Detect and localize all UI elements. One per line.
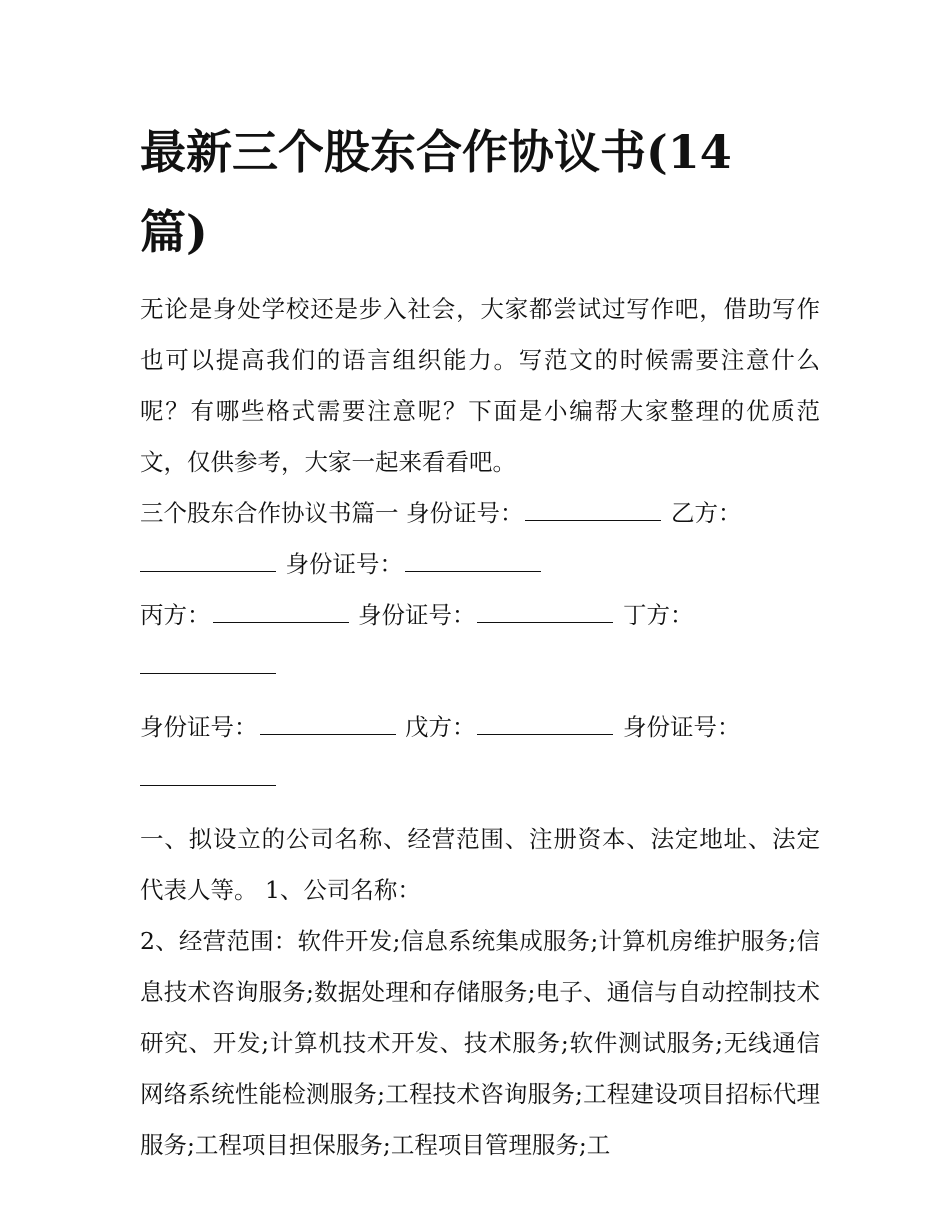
section-1-paragraph: 一、拟设立的公司名称、经营范围、注册资本、法定地址、法定代表人等。 1、公司名称：	[140, 825, 820, 904]
document-page	[140, 112, 820, 1171]
party-row-4	[140, 641, 820, 692]
parties-block	[140, 488, 820, 814]
party-bing-label: 丙方：	[140, 601, 211, 629]
party-row-3	[140, 590, 820, 641]
party-row-5	[140, 702, 820, 753]
heading-id-label: 三个股东合作协议书篇一 身份证号：	[140, 499, 524, 527]
intro-paragraph: 无论是身处学校还是步入社会，大家都尝试过写作吧，借助写作也可以提高我们的语言组织能力。写范文的时候需要注意什么呢？有哪些格式需要注意呢？下面是小编帮大家整理的优质范文，仅供参考，大家一起来看看吧。	[140, 295, 820, 476]
blank-line	[477, 602, 613, 623]
blank-line	[525, 500, 661, 521]
party-row-1	[140, 488, 820, 539]
blank-line	[140, 765, 276, 786]
blank-line	[140, 653, 276, 674]
party-ding-label: 丁方：	[622, 601, 694, 629]
id-label: 身份证号：	[357, 601, 476, 629]
id-label: 身份证号：	[622, 713, 741, 741]
id-label: 身份证号：	[140, 713, 258, 741]
blank-line	[477, 714, 613, 735]
spacer	[140, 692, 820, 702]
party-yi-label: 乙方：	[670, 499, 742, 527]
document-title: 最新三个股东合作协议书(14篇)	[140, 125, 732, 259]
blank-line	[405, 551, 541, 572]
spacer	[140, 804, 820, 814]
party-row-6	[140, 753, 820, 804]
party-wu-label: 戊方：	[404, 713, 476, 741]
blank-line	[213, 602, 349, 623]
blank-line	[260, 714, 396, 735]
blank-line	[140, 551, 276, 572]
party-row-2	[140, 539, 820, 590]
section-2-paragraph: 2、经营范围：软件开发;信息系统集成服务;计算机房维护服务;信息技术咨询服务;数据处理和存储服务;电子、通信与自动控制技术研究、开发;计算机技术开发、技术服务;软件测试服务;无线通信网络系统性能检测服务;工程技术咨询服务;工程建设项目招标代理服务;工程项目担保服务;工程项目管理服务;工	[140, 927, 820, 1159]
id-label: 身份证号：	[285, 550, 403, 578]
